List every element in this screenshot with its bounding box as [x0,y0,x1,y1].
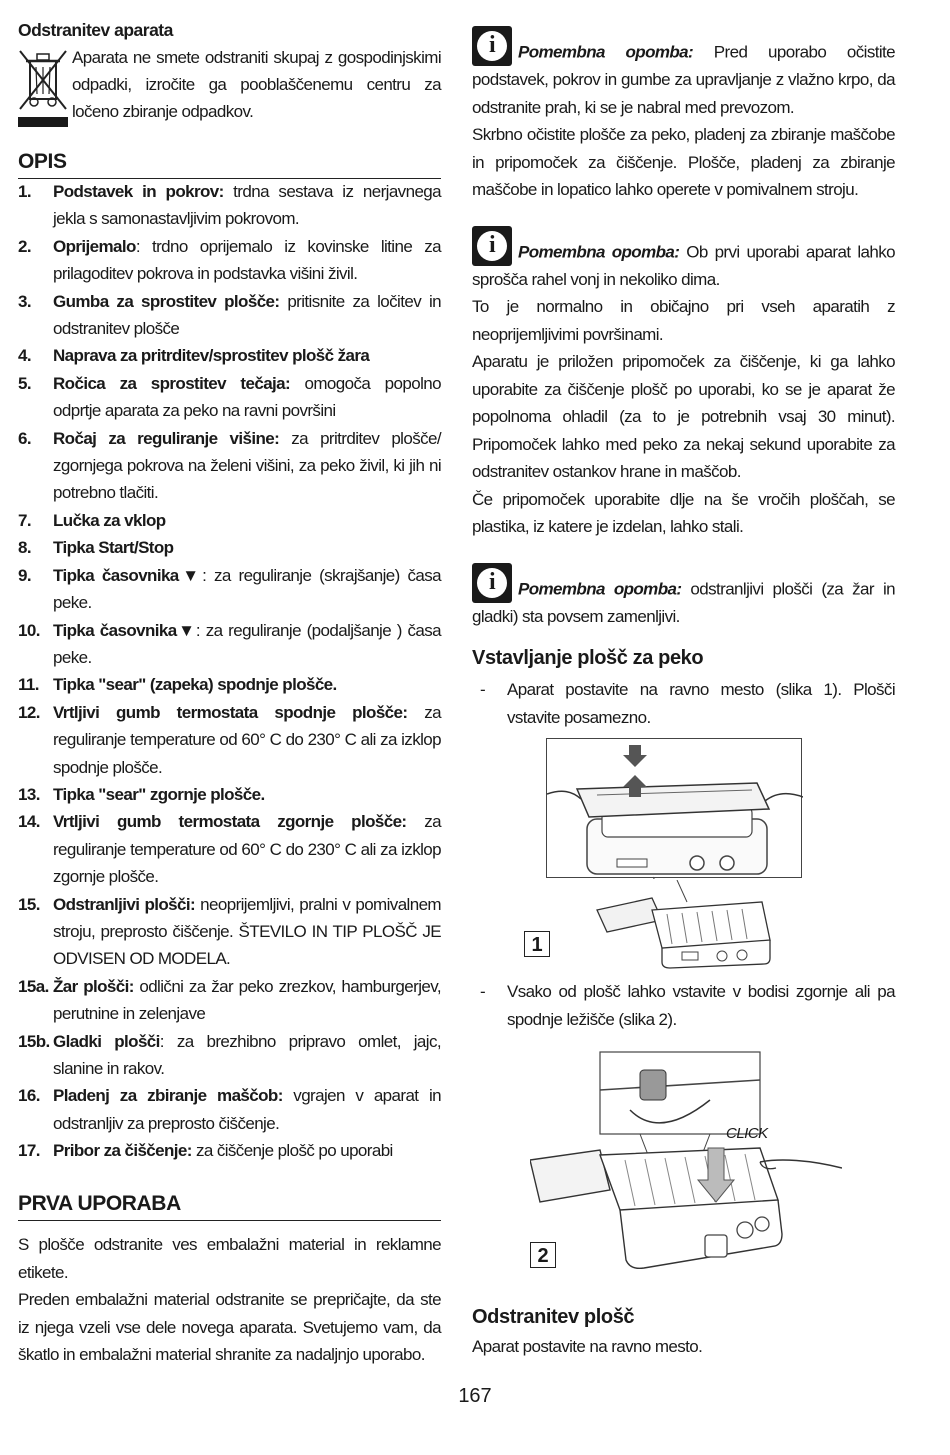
prva-uporaba-p2: Preden embalažni material odstranite se prepričajte, da ste iz njega vzeli vse dele novega aparata. Svetujemo vam, da škatlo in embalažni material shranite za nadaljnjo uporabo. [18,1290,441,1364]
opis-item [18,233,441,288]
info-icon: i [472,26,512,66]
item-description: za reguliranje temperature od 60° C do 230° C ali za izklop zgornje plošče. [53,812,441,887]
important-note [472,563,895,631]
opis-item [18,891,441,973]
item-description: za čiščenje plošč po uporabi [191,1141,393,1161]
item-description: trdna sestava iz nerjavnega jekla s samonastavljivim pokrovom. [53,182,442,229]
item-term: Gumba za sprostitev plošče: [53,291,280,311]
note-paragraph [472,348,895,486]
important-note [472,26,895,204]
item-description: neoprijemljivi, pralni v pomivalnem stroju, preprosto čiščenje. ŠTEVILO IN TIP PLOŠČ JE ODVISEN OD MODELA. [53,894,441,969]
step1-text [472,676,895,731]
note-paragraph [472,293,895,348]
figure-1-label: 1 [524,931,550,957]
figure-1 [546,738,802,878]
opis-item [18,288,441,343]
note-text: Aparatu je priložen pripomoček za čiščenje, ki ga lahko uporabite za čiščenje plošč po uporabi, ko se je aparat že popolnoma ohladil (za to je potrebnih vsaj 30 minut). Pripomoček lahko med peko za nekaj sekund uporabite za odstranitev ostankov hrane in maščob. [472,352,895,481]
opis-item [18,617,441,672]
note-text: odstranljivi plošči (za žar in gladki) sta povsem zamenljivi. [472,579,895,626]
odstranitev-text: Aparat postavite na ravno mesto. [472,1337,703,1356]
vstavljanje-title: Vstavljanje plošč za peko [472,647,704,669]
note-paragraph [472,121,895,204]
step1: Aparat postavite na ravno mesto (slika 1). Plošči vstavite posamezno. [507,680,895,727]
item-term: Tipka Start/Stop [53,538,174,558]
item-number: 12. [18,702,40,722]
item-term: Tipka "sear" zgornje plošče. [53,784,265,804]
item-number: 8. [18,538,31,558]
grill-insert-illustration [547,739,803,879]
item-number: 5. [18,373,31,393]
opis-item [18,781,441,808]
item-term: Tipka "sear" (zapeka) spodnje plošče. [53,675,337,695]
opis-list [18,178,441,1165]
note-text: Ob prvi uporabi aparat lahko sprošča rahel vonj in nekoliko dima. [472,242,895,289]
item-number: 7. [18,510,31,530]
crossed-bin-icon [18,47,70,129]
item-number: 15a. [18,976,49,996]
note-text: Pred uporabo očistite podstavek, pokrov in gumbe za upravljanje z vlažno krpo, da odstranite prah, ki se je nabral med prevozom. [472,42,895,117]
figure-2-label: 2 [530,1242,556,1268]
note-title: Pomembna opomba: [518,579,682,598]
opis-item [18,507,441,534]
important-note [472,226,895,541]
item-number: 17. [18,1141,40,1161]
grill-click-illustration [530,1050,842,1290]
item-term: Pladenj za zbiranje maščob: [53,1086,283,1106]
click-label: CLICK [726,1125,768,1142]
opis-item [18,342,441,369]
grill-open-illustration [592,880,772,972]
item-description: za pritrditev plošče/ zgornjega pokrova na želeni višini, za peko živil, ki jih ni potrebno tlačiti. [53,428,441,503]
note-title: Pomembna opomba: [518,42,694,62]
opis-item [18,671,441,698]
note-paragraph [472,563,895,631]
dash: - [480,982,486,1001]
note-paragraph [472,26,895,121]
step2-text [472,978,895,1033]
item-description: : trdno oprijemalo iz kovinske litine za prilagoditev pokrova in podstavka višini živil. [53,236,441,284]
note-title: Pomembna opomba: [518,242,680,261]
item-term: Ročica za sprostitev tečaja: [53,373,291,393]
notes [472,26,895,630]
item-term: Odstranljivi plošči: [53,894,196,914]
item-term: Pribor za čiščenje: [53,1141,192,1161]
item-number: 14. [18,812,40,832]
item-description: omogoča popolno odprtje aparata za peko na ravni površini [53,373,441,421]
opis-item [18,1137,441,1164]
item-term: Gladki plošči [53,1031,160,1051]
item-number: 1. [18,182,31,201]
item-description: za reguliranje temperature od 60° C do 230° C ali za izklop spodnje plošče. [53,702,441,777]
item-number: 4. [18,346,31,366]
opis-item [18,699,441,781]
item-number: 9. [18,565,31,585]
item-number: 16. [18,1086,40,1106]
note-paragraph [472,226,895,294]
item-description: pritisnite za ločitev in odstranitev plošče [53,291,441,339]
item-number: 3. [18,291,31,311]
item-term: Vrtljivi gumb termostata spodnje plošče: [53,702,408,722]
page-number: 167 [458,1385,492,1407]
opis-item [18,370,441,425]
step2: Vsako od plošč lahko vstavite v bodisi zgornje ali pa spodnje ležišče (slika 2). [507,982,895,1029]
item-number: 13. [18,784,40,804]
prva-uporaba-p1: S plošče odstranite ves embalažni material in reklamne etikete. [18,1235,441,1282]
item-number: 2. [18,236,31,256]
item-term: Podstavek in pokrov: [53,182,224,201]
disposal-title: Odstranitev aparata [18,20,173,40]
opis-item [18,808,441,890]
item-term: Žar plošči: [53,976,134,996]
item-description: : za reguliranje (podaljšanje ) časa peke. [53,620,441,667]
note-text: Skrbno očistite plošče za peko, pladenj za zbiranje maščobe in pripomoček za čiščenje. Plošče, pladenj za zbiranje maščobe in lopatico lahko operete v pomivalnem stroju. [472,125,895,199]
item-description: odlični za žar peko zrezkov, hamburgerjev, perutnine in zelenjave [53,976,441,1024]
dash: - [480,680,486,699]
item-term: Tipka časovnika▼ [53,620,196,640]
note-text: Če pripomoček uporabite dlje na še vročih ploščah, se plastika, iz katere je izdelan, lahko stali. [472,489,895,536]
item-number: 15b. [18,1031,50,1051]
opis-item [18,1028,441,1083]
item-term: Lučka za vklop [53,510,166,530]
opis-item [18,973,441,1028]
item-term: Naprava za pritrditev/sprostitev plošč žara [53,346,370,366]
item-number: 11. [18,675,39,695]
item-number: 15. [18,894,40,914]
item-term: Ročaj za reguliranje višine: [53,428,280,448]
item-description: vgrajen v aparat in odstranljiv za preprosto čiščenje. [53,1086,441,1133]
prva-uporaba-title: PRVA UPORABA [18,1192,441,1221]
item-description: : za reguliranje (skrajšanje) časa peke. [53,565,441,613]
info-icon: i [472,563,512,603]
note-paragraph [472,486,895,541]
item-term: Tipka časovnika▼ [53,565,203,585]
item-term: Oprijemalo [53,236,136,256]
item-term: Vrtljivi gumb termostata zgornje plošče: [53,812,407,832]
opis-item [18,534,441,561]
opis-item [18,1082,441,1137]
note-text: To je normalno in običajno pri vseh aparatih z neoprijemljivimi površinami. [472,297,895,344]
disposal-text: Aparata ne smete odstraniti skupaj z gospodinjskimi odpadki, izročite ga pooblaščenemu centru za ločeno zbiranje odpadkov. [72,48,441,121]
opis-item [18,178,441,233]
info-icon: i [472,226,512,266]
item-description: : za brezhibno pripravo omlet, jajc, slanine in rakov. [53,1031,441,1078]
opis-title: OPIS [18,150,441,179]
opis-item [18,425,441,507]
item-number: 10. [18,620,40,640]
item-number: 6. [18,428,31,448]
opis-item [18,562,441,617]
odstranitev-title: Odstranitev plošč [472,1306,635,1328]
